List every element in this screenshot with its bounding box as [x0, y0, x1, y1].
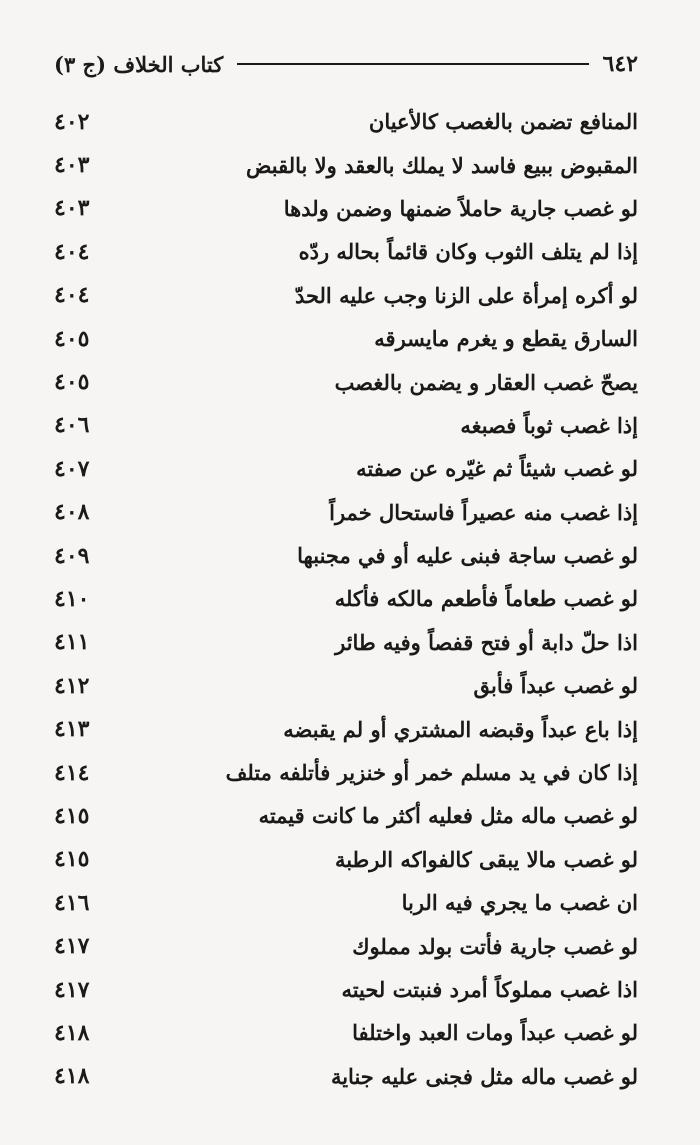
- index-entry: [54, 360, 638, 403]
- entry-page-number: ٤١١: [54, 629, 90, 656]
- entry-title: لو غصب عبداً فأبق: [473, 673, 638, 699]
- entry-title: السارق يقطع و يغرم مايسرقه: [374, 326, 638, 352]
- entry-page-number: ٤١٧: [54, 976, 90, 1003]
- entry-title: لو غصب مالا يبقى كالفواكه الرطبة: [334, 846, 638, 872]
- entry-page-number: ٤١٧: [54, 933, 90, 960]
- entry-page-number: ٤٠٦: [54, 412, 90, 439]
- entry-page-number: ٤١٠: [54, 585, 90, 612]
- index-entry: [54, 491, 638, 534]
- entry-page-number: ٤١٨: [54, 1063, 90, 1090]
- index-entry: [54, 274, 638, 317]
- entry-title: لو غصب ساجة فبنى عليه أو في مجنبها: [297, 543, 638, 569]
- index-entry: [54, 794, 638, 837]
- entry-title: ان غصب ما يجري فيه الربا: [401, 890, 638, 916]
- entry-page-number: ٤١٥: [54, 802, 90, 829]
- header-rule: [237, 63, 588, 65]
- index-entry: [54, 1055, 638, 1098]
- index-entry: [54, 924, 638, 967]
- entry-page-number: ٤٠٨: [54, 499, 90, 526]
- index-entry: [54, 317, 638, 360]
- entry-page-number: ٤٠٧: [54, 455, 90, 482]
- page-header: [54, 44, 638, 84]
- index-entry: [54, 707, 638, 750]
- index-entry: [54, 534, 638, 577]
- entry-title: إذا غصب ثوباً فصبغه: [460, 412, 638, 438]
- index-entry: [54, 577, 638, 620]
- entry-title: إذا باع عبداً وقبضه المشتري أو لم يقبضه: [283, 716, 638, 742]
- entry-page-number: ٤١٣: [54, 716, 90, 743]
- index-entry: [54, 968, 638, 1011]
- index-list: [54, 100, 638, 1098]
- entry-title: لو غصب طعاماً فأطعم مالكه فأكله: [334, 586, 638, 612]
- entry-page-number: ٤٠٢: [54, 108, 90, 135]
- page-number: ٦٤٢: [602, 51, 638, 77]
- entry-title: إذا كان في يد مسلم خمر أو خنزير فأتلفه متلف: [225, 760, 638, 786]
- entry-title: المقبوض ببيع فاسد لا يملك بالعقد ولا بالقبض: [246, 152, 638, 178]
- entry-page-number: ٤١٢: [54, 672, 90, 699]
- index-entry: [54, 143, 638, 186]
- index-entry: [54, 404, 638, 447]
- entry-title: لو غصب جارية حاملاً ضمنها وضمن ولدها: [283, 195, 638, 221]
- entry-title: يصحّ غصب العقار و يضمن بالغصب: [334, 369, 638, 395]
- entry-page-number: ٤١٦: [54, 889, 90, 916]
- index-entry: [54, 187, 638, 230]
- entry-title: اذا غصب مملوكاً أمرد فنبتت لحيته: [341, 977, 638, 1002]
- index-entry: [54, 447, 638, 490]
- index-entry: [54, 664, 638, 707]
- entry-title: لو أكره إمرأة على الزنا وجب عليه الحدّ: [294, 282, 638, 308]
- entry-page-number: ٤٠٥: [54, 369, 90, 396]
- entry-page-number: ٤٠٤: [54, 238, 90, 265]
- entry-title: اذا حلّ دابة أو فتح قفصاً وفيه طائر: [335, 629, 638, 655]
- entry-title: إذا لم يتلف الثوب وكان قائماً بحاله ردّه: [298, 239, 638, 265]
- entry-title: لو غصب جارية فأتت بولد مملوك: [352, 933, 638, 959]
- index-entry: [54, 1011, 638, 1054]
- entry-page-number: ٤٠٥: [54, 325, 90, 352]
- entry-title: لو غصب عبداً ومات العبد واختلفا: [352, 1020, 638, 1046]
- entry-page-number: ٤٠٣: [54, 152, 90, 179]
- entry-page-number: ٤٠٩: [54, 542, 90, 569]
- index-entry: [54, 230, 638, 273]
- entry-title: لو غصب ماله مثل فجنى عليه جناية: [330, 1063, 638, 1089]
- entry-title: لو غصب شيئاً ثم غيّره عن صفته: [356, 456, 638, 482]
- index-entry: [54, 751, 638, 794]
- entry-page-number: ٤١٥: [54, 846, 90, 873]
- index-entry: [54, 621, 638, 664]
- index-entry: [54, 881, 638, 924]
- index-entry: [54, 838, 638, 881]
- entry-title: لو غصب ماله مثل فعليه أكثر ما كانت قيمته: [258, 803, 638, 829]
- entry-page-number: ٤٠٤: [54, 282, 90, 309]
- entry-title: إذا غصب منه عصيراً فاستحال خمراً: [329, 499, 638, 525]
- index-entry: [54, 100, 638, 143]
- entry-page-number: ٤١٨: [54, 1019, 90, 1046]
- entry-page-number: ٤١٤: [54, 759, 90, 786]
- entry-page-number: ٤٠٣: [54, 195, 90, 222]
- book-title: كتاب الخلاف (ج ٣): [54, 51, 224, 77]
- entry-title: المنافع تضمن بالغصب كالأعيان: [368, 109, 638, 135]
